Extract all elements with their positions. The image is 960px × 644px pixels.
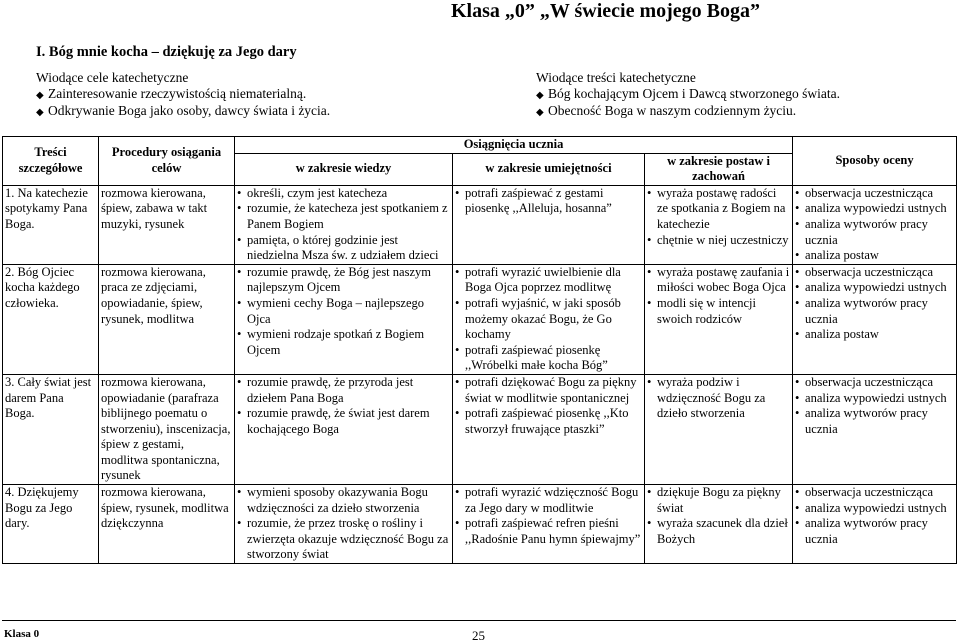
table-row <box>3 185 957 264</box>
list-item: • analiza wypowiedzi ustnych <box>795 201 954 217</box>
cell-postawy <box>645 264 793 374</box>
table-body <box>3 185 957 563</box>
list-item: • analiza wytworów pracy ucznia <box>795 516 954 547</box>
list-item: • wyraża podziw i wdzięczność Bogu za dzieło stworzenia <box>647 375 790 422</box>
cell-umiejetnosci <box>453 485 645 564</box>
list-item: • obserwacja uczestnicząca <box>795 186 954 202</box>
cell-postawy <box>645 185 793 264</box>
content-goals-heading: Wiodące treści katechetyczne <box>536 70 696 85</box>
footer-divider <box>2 620 956 621</box>
diamond-bullet-icon: ◆ <box>36 89 44 101</box>
document-title: Klasa „0” „W świecie mojego Boga” <box>450 0 760 22</box>
list-item: • obserwacja uczestnicząca <box>795 375 954 391</box>
cell-tresci: 2. Bóg Ojciec kocha każdego człowieka. <box>3 264 99 374</box>
diamond-bullet-icon: ◆ <box>536 89 544 101</box>
list-item: • wyraża szacunek dla dzieł Bożych <box>647 516 790 547</box>
cell-tresci: 3. Cały świat jest darem Pana Boga. <box>3 374 99 484</box>
list-item: • wymieni cechy Boga – najlepszego Ojca <box>237 296 450 327</box>
list-item: • dziękuje Bogu za piękny świat <box>647 485 790 516</box>
cell-sposoby <box>793 485 957 564</box>
content-goal-item: ◆ Bóg kochającym Ojcem i Dawcą stworzonego świata. <box>536 86 840 104</box>
list-item: • wymieni sposoby okazywania Bogu wdzięczności za dzieło stworzenia <box>237 485 450 516</box>
cell-wiedza <box>235 485 453 564</box>
cell-tresci: 1. Na katechezie spotykamy Pana Boga. <box>3 185 99 264</box>
cell-wiedza <box>235 374 453 484</box>
list-item: • potrafi zaśpiewać piosenkę ,,Wróbelki małe kocha Bóg” <box>455 343 642 374</box>
table-row <box>3 264 957 374</box>
list-item: • potrafi zaśpiewać z gestami piosenkę ,,Alleluja, hosanna” <box>455 186 642 217</box>
section-title: I. Bóg mnie kocha – dziękuję za Jego dary <box>36 44 297 60</box>
list-item: • analiza wytworów pracy ucznia <box>795 296 954 327</box>
header-osiagniecia: Osiągnięcia ucznia <box>235 137 793 154</box>
list-item: • potrafi wyrazić wdzięczność Bogu za Jego dary w modlitwie <box>455 485 642 516</box>
list-item: • określi, czym jest katecheza <box>237 186 450 202</box>
curriculum-table <box>2 136 957 564</box>
page-number: 25 <box>472 628 485 643</box>
list-item: • wyraża postawę radości ze spotkania z Bogiem na katechezie <box>647 186 790 233</box>
list-item: • pamięta, o której godzinie jest niedzielna Msza św. z udziałem dzieci <box>237 233 450 264</box>
diamond-bullet-icon: ◆ <box>536 107 544 118</box>
list-item: • analiza wytworów pracy ucznia <box>795 217 954 248</box>
header-umiejetnosci: w zakresie umiejętności <box>453 153 645 185</box>
header-tresci: Treści szczegółowe <box>3 137 99 186</box>
list-item: • analiza wypowiedzi ustnych <box>795 280 954 296</box>
cell-umiejetnosci <box>453 264 645 374</box>
list-item: • wyraża postawę zaufania i miłości wobec Boga Ojca <box>647 265 790 296</box>
list-item: • potrafi wyjaśnić, w jaki sposób możemy okazać Bogu, że Go kochamy <box>455 296 642 343</box>
list-item: • obserwacja uczestnicząca <box>795 265 954 281</box>
cell-sposoby <box>793 185 957 264</box>
list-item: • modli się w intencji swoich rodziców <box>647 296 790 327</box>
list-item: • rozumie prawdę, że Bóg jest naszym najlepszym Ojcem <box>237 265 450 296</box>
table-row <box>3 485 957 564</box>
goal-item: ◆ Zainteresowanie rzeczywistością niematerialną. <box>36 86 330 104</box>
cell-procedury: rozmowa kierowana, praca ze zdjęciami, opowiadanie, śpiew, rysunek, modlitwa <box>99 264 235 374</box>
footer-label: Klasa 0 <box>4 628 40 640</box>
table-row <box>3 374 957 484</box>
cell-wiedza <box>235 185 453 264</box>
diamond-bullet-icon: ◆ <box>36 107 44 118</box>
cell-postawy <box>645 374 793 484</box>
cell-wiedza <box>235 264 453 374</box>
cell-procedury: rozmowa kierowana, śpiew, zabawa w takt muzyki, rysunek <box>99 185 235 264</box>
list-item: • analiza postaw <box>795 248 954 264</box>
list-item: • analiza wypowiedzi ustnych <box>795 391 954 407</box>
header-postawy: w zakresie postaw i zachowań <box>645 153 793 185</box>
list-item: • potrafi dziękować Bogu za piękny świat w modlitwie spontanicznej <box>455 375 642 406</box>
header-procedury: Procedury osiągania celów <box>99 137 235 186</box>
list-item: • wymieni rodzaje spotkań z Bogiem Ojcem <box>237 327 450 358</box>
list-item: • analiza wytworów pracy ucznia <box>795 406 954 437</box>
cell-sposoby <box>793 374 957 484</box>
content-goals-block <box>536 70 840 121</box>
cell-tresci: 4. Dziękujemy Bogu za Jego dary. <box>3 485 99 564</box>
cell-postawy <box>645 485 793 564</box>
list-item: • chętnie w niej uczestniczy <box>647 233 790 249</box>
list-item: • analiza wypowiedzi ustnych <box>795 501 954 517</box>
list-item: • rozumie, że przez troskę o rośliny i zwierzęta okazuje wdzięczność Bogu za stworzony świat <box>237 516 450 563</box>
list-item: • rozumie prawdę, że przyroda jest dziełem Pana Boga <box>237 375 450 406</box>
header-wiedza: w zakresie wiedzy <box>235 153 453 185</box>
goal-item: ◆ Odkrywanie Boga jako osoby, dawcy świata i życia. <box>36 103 330 121</box>
cell-umiejetnosci <box>453 374 645 484</box>
cell-umiejetnosci <box>453 185 645 264</box>
cell-procedury: rozmowa kierowana, opowiadanie (parafraza biblijnego poematu o stworzeniu), inscenizacja, śpiew z gestami, modlitwa spontaniczna, rysunek <box>99 374 235 484</box>
cell-procedury: rozmowa kierowana, śpiew, rysunek, modlitwa dziękczynna <box>99 485 235 564</box>
list-item: • obserwacja uczestnicząca <box>795 485 954 501</box>
header-sposoby: Sposoby oceny <box>793 137 957 186</box>
list-item: • potrafi wyrazić uwielbienie dla Boga Ojca poprzez modlitwę <box>455 265 642 296</box>
list-item: • potrafi zaśpiewać refren pieśni ,,Radośnie Panu hymn śpiewajmy” <box>455 516 642 547</box>
cell-sposoby <box>793 264 957 374</box>
goals-heading: Wiodące cele katechetyczne <box>36 70 189 85</box>
list-item: • potrafi zaśpiewać piosenkę ,,Kto stworzył fruwające ptaszki” <box>455 406 642 437</box>
content-goal-item: ◆ Obecność Boga w naszym codziennym życiu. <box>536 103 840 121</box>
goals-block <box>36 70 330 121</box>
list-item: • rozumie prawdę, że świat jest darem kochającego Boga <box>237 406 450 437</box>
list-item: • rozumie, że katecheza jest spotkaniem z Panem Bogiem <box>237 201 450 232</box>
list-item: • analiza postaw <box>795 327 954 343</box>
